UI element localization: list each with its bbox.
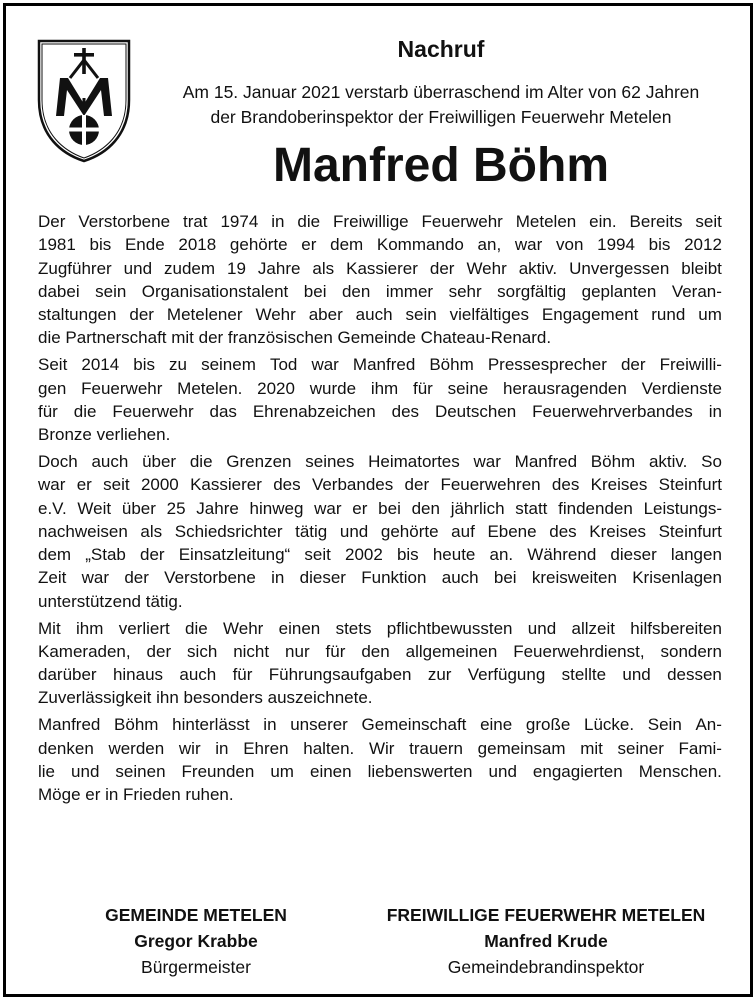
text-line: nachweisen als Schiedsrichter tätig und gehörte auf Ebene des Kreises Steinfurt [38, 521, 722, 541]
obituary-notice [3, 3, 753, 997]
text-line: Der Verstorbene trat 1974 in die Freiwillige Feuerwehr Metelen ein. Bereits seit [38, 212, 722, 231]
text-line: Zeit war der Verstorbene in dieser Funktion auch bei kreisweiten Krisenlagen [38, 568, 722, 588]
town-coat-of-arms-icon [36, 38, 132, 164]
text-line: Kameraden, der sich nicht nur für den allgemeinen Feuerwehrdienst, sondern [38, 641, 722, 661]
signature-role: Gemeindebrandinspektor [447, 957, 645, 977]
text-line: für die Feuerwehr das Ehrenabzeichen des Deutschen Feuerwehrverbandes in [38, 401, 722, 421]
intro-line: Am 15. Januar 2021 verstarb überraschend im Alter von 62 Jahren [182, 82, 700, 102]
deceased-name: Manfred Böhm [273, 139, 609, 192]
text-line: 1981 bis Ende 2018 gehörte er dem Kommando an, war von 1994 bis 2012 [38, 235, 722, 255]
text-line: gen Feuerwehr Metelen. 2020 wurde ihm für seine herausragenden Verdienste [38, 378, 722, 398]
text-line: Bronze verliehen. [38, 425, 171, 445]
text-line: Seit 2014 bis zu seinem Tod war Manfred Böhm Pressesprecher der Freiwilli- [38, 355, 722, 375]
paragraph [38, 617, 722, 710]
signature-org: FREIWILLIGE FEUERWEHR METELEN [386, 905, 706, 925]
intro-line: der Brandoberinspektor der Freiwilligen Feuerwehr Metelen [210, 107, 672, 127]
text-line: Mit ihm verliert die Wehr einen stets pflichtbewussten und allzeit hilfsbereiten [38, 618, 722, 638]
text-line: darüber hinaus auch für Führungsaufgaben zur Verfügung stellte und dessen [38, 665, 722, 685]
text-line: staltungen der Metelener Wehr aber auch sein vielfältiges Engagement rund um [38, 305, 722, 325]
signature-person: Gregor Krabbe [134, 931, 258, 951]
text-line: Zuverlässigkeit ihn besonders auszeichnete. [38, 688, 373, 708]
signature-municipality [56, 902, 336, 980]
paragraph [38, 450, 722, 613]
signature-role: Bürgermeister [141, 957, 251, 977]
notice-title: Nachruf [397, 36, 485, 62]
text-line: die Partnerschaft mit der französischen Gemeinde Chateau-Renard. [38, 328, 552, 348]
obituary-body [38, 210, 722, 810]
text-line: e.V. Weit über 25 Jahre hinweg war er bei den jährlich statt findenden Leistungs- [38, 498, 722, 518]
paragraph [38, 210, 722, 350]
text-line: denken werden wir in Ehren halten. Wir trauern gemeinsam mit seiner Fami- [38, 738, 722, 758]
text-line: unterstützend tätig. [38, 591, 183, 611]
text-line: Manfred Böhm hinterlässt in unserer Gemeinschaft eine große Lücke. Sein An- [38, 715, 722, 735]
text-line: dem „Stab der Einsatzleitung“ seit 2002 bis heute an. Während dieser langen [38, 545, 722, 565]
signature-person: Manfred Krude [484, 931, 608, 951]
text-line: Möge er in Frieden ruhen. [38, 785, 234, 805]
paragraph [38, 353, 722, 446]
text-line: Doch auch über die Grenzen seines Heimatortes war Manfred Böhm aktiv. So [38, 451, 722, 471]
signature-fire-brigade [371, 902, 721, 980]
text-line: dabei sein Organisationstalent bei den immer sehr sorgfältig geplanten Veran- [38, 281, 722, 301]
text-line: lie und seinen Freunden um einen liebenswerten und engagierten Menschen. [38, 761, 722, 781]
signature-org: GEMEINDE METELEN [105, 905, 287, 925]
notice-intro [146, 80, 736, 130]
paragraph [38, 713, 722, 806]
text-line: Zugführer und zudem 19 Jahre als Kassierer der Wehr aktiv. Unvergessen bleibt [38, 258, 722, 278]
text-line: war er seit 2000 Kassierer des Verbandes der Feuerwehren des Kreises Steinfurt [38, 475, 722, 495]
